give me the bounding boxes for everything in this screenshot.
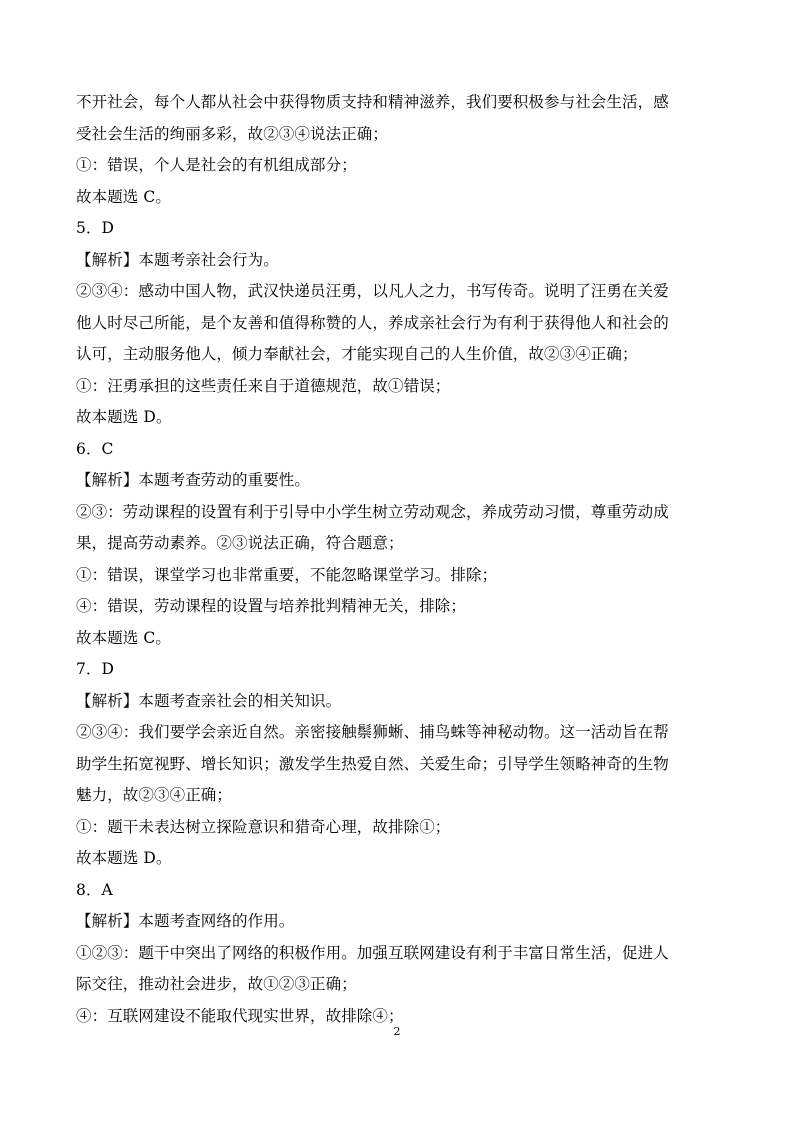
page-number: 2	[393, 1025, 401, 1038]
text-line: ①：汪勇承担的这些责任来自于道德规范，故①错误；	[76, 376, 451, 395]
text-line: 不开社会，每个人都从社会中获得物质支持和精神滋养，我们要积极参与社会生活，感	[76, 93, 669, 111]
text-line: ①②③：题干中突出了网络的积极作用。加强互联网建设有利于丰富日常生活，促进人	[76, 943, 669, 962]
text-line: 助学生拓宽视野、增长知识；激发学生热爱自然、关爱生命；引导学生领略神奇的生物	[76, 754, 669, 773]
text-line: 果，提高劳动素养。②③说法正确，符合题意；	[76, 534, 404, 552]
analysis-heading: 【解析】本题考查劳动的重要性。	[76, 471, 311, 489]
text-line: ④：互联网建设不能取代现实世界，故排除④；	[76, 1006, 404, 1025]
text-line: 故本题选 C。	[76, 628, 171, 647]
answer-explanations	[76, 94, 716, 1039]
text-line: ①：题干未表达树立探险意识和猎奇心理，故排除①；	[76, 817, 451, 836]
question-answer-7: 7．D	[76, 660, 115, 678]
analysis-heading: 【解析】本题考查亲社会的相关知识。	[76, 691, 342, 710]
text-line: 受社会生活的绚丽多彩，故②③④说法正确；	[76, 124, 389, 143]
text-line: ②③④：感动中国人物，武汉快递员汪勇，以凡人之力，书写传奇。说明了汪勇在关爱	[76, 282, 669, 300]
text-line: 故本题选 C。	[76, 187, 171, 206]
text-line: 故本题选 D。	[76, 849, 172, 867]
text-line: ②③：劳动课程的设置有利于引导中小学生树立劳动观念，养成劳动习惯，尊重劳动成	[76, 502, 669, 521]
text-line: 际交往，推动社会进步，故①②③正确；	[76, 975, 357, 993]
text-line: ①：错误，个人是社会的有机组成部分；	[76, 156, 357, 174]
text-line: 魅力，故②③④正确；	[76, 786, 233, 804]
text-line: 认可，主动服务他人，倾力奉献社会，才能实现自己的人生价值，故②③④正确；	[76, 345, 638, 363]
question-answer-5: 5．D	[76, 219, 115, 237]
text-line: ④：错误，劳动课程的设置与培养批判精神无关，排除；	[76, 597, 467, 615]
text-line: 故本题选 D。	[76, 408, 172, 426]
text-line: 他人时尽己所能，是个友善和值得称赞的人，养成亲社会行为有利于获得他人和社会的	[76, 313, 669, 332]
analysis-heading: 【解析】本题考查网络的作用。	[76, 912, 295, 930]
text-line: ②③④：我们要学会亲近自然。亲密接触鬃狮蜥、捕鸟蛛等神秘动物。这一活动旨在帮	[76, 723, 669, 741]
analysis-heading: 【解析】本题考亲社会行为。	[76, 250, 279, 269]
text-line: ①：错误，课堂学习也非常重要，不能忽略课堂学习。排除；	[76, 565, 498, 584]
question-answer-8: 8．A	[76, 880, 113, 899]
question-answer-6: 6．C	[76, 439, 114, 458]
